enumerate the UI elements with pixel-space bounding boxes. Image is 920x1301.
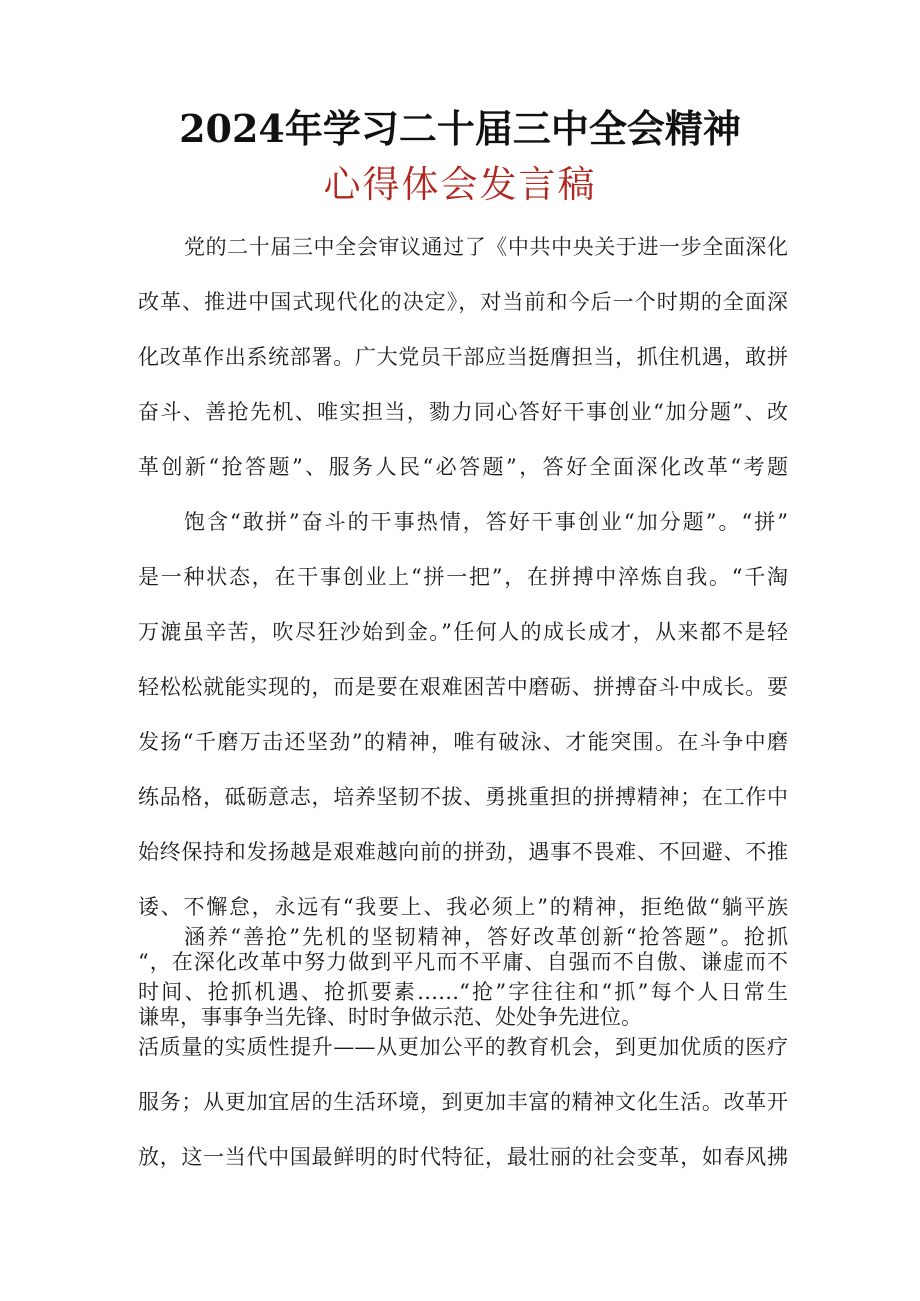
paragraph-line: 饱含“敢拼”奋斗的干事热情，答好干事创业“加分题”。“拼”: [184, 510, 788, 534]
paragraph-3: [138, 910, 788, 1185]
paragraph-line: 奋斗、善抢先机、唯实担当，勠力同心答好干事创业“加分题”、改: [138, 400, 788, 424]
paragraph-line: 是一种状态，在干事创业上“拼一把”，在拼搏中淬炼自我。“千淘: [138, 565, 788, 589]
paragraph-line: 时间、抢抓机遇、抢抓要素……“抢”字往往和“抓”每个人日常生: [138, 980, 788, 1004]
paragraph-line: 练品格，砥砺意志，培养坚韧不拔、勇挑重担的拼搏精神；在工作中: [138, 785, 788, 809]
paragraph-line: 谦卑，事事争当先锋、时时争做示范、处处争先进位。: [138, 1005, 642, 1029]
paragraph-line: 发扬“千磨万击还坚劲”的精神，唯有破泳、才能突围。在斗争中磨: [138, 730, 788, 754]
paragraph-1: [138, 220, 788, 495]
paragraph-line: “，在深化改革中努力做到平凡而不平庸、自强而不自傲、谦虚而不: [138, 950, 788, 974]
document-subtitle: 心得体会发言稿: [323, 163, 597, 206]
paragraph-line: 化改革作出系统部署。广大党员干部应当挺膺担当，抓住机遇，敢拼: [138, 345, 788, 369]
paragraph-line: 活质量的实质性提升——从更加公平的教育机会，到更加优质的医疗: [138, 1035, 788, 1059]
paragraph-line: 党的二十届三中全会审议通过了《中共中央关于进一步全面深化: [184, 235, 788, 259]
paragraph-line: 始终保持和发扬越是艰难越向前的拼劲，遇事不畏难、不回避、不推: [138, 840, 788, 864]
paragraph-line: 涵养“善抢”先机的坚韧精神，答好改革创新“抢答题”。抢抓: [184, 925, 788, 949]
paragraph-line: 万漉虽辛苦，吹尽狂沙始到金。”任何人的成长成才，从来都不是轻: [138, 620, 788, 644]
paragraph-line: 轻松松就能实现的，而是要在艰难困苦中磨砺、拼搏奋斗中成长。要: [138, 675, 788, 699]
paragraph-line: 改革、推进中国式现代化的决定》，对当前和今后一个时期的全面深: [138, 290, 788, 314]
paragraph-line: 放，这一当代中国最鲜明的时代特征，最壮丽的社会变革，如春风拂: [138, 1145, 788, 1169]
paragraph-line: 诿、不懈怠，永远有“我要上、我必须上”的精神，拒绝做“躺平族: [138, 895, 788, 919]
paragraph-line: 服务；从更加宜居的生活环境，到更加丰富的精神文化生活。改革开: [138, 1090, 788, 1114]
document-title: 2024年学习二十届三中全会精神: [179, 106, 741, 151]
paragraph-line: 革创新“抢答题”、服务人民“必答题”，答好全面深化改革“考题: [138, 455, 788, 479]
